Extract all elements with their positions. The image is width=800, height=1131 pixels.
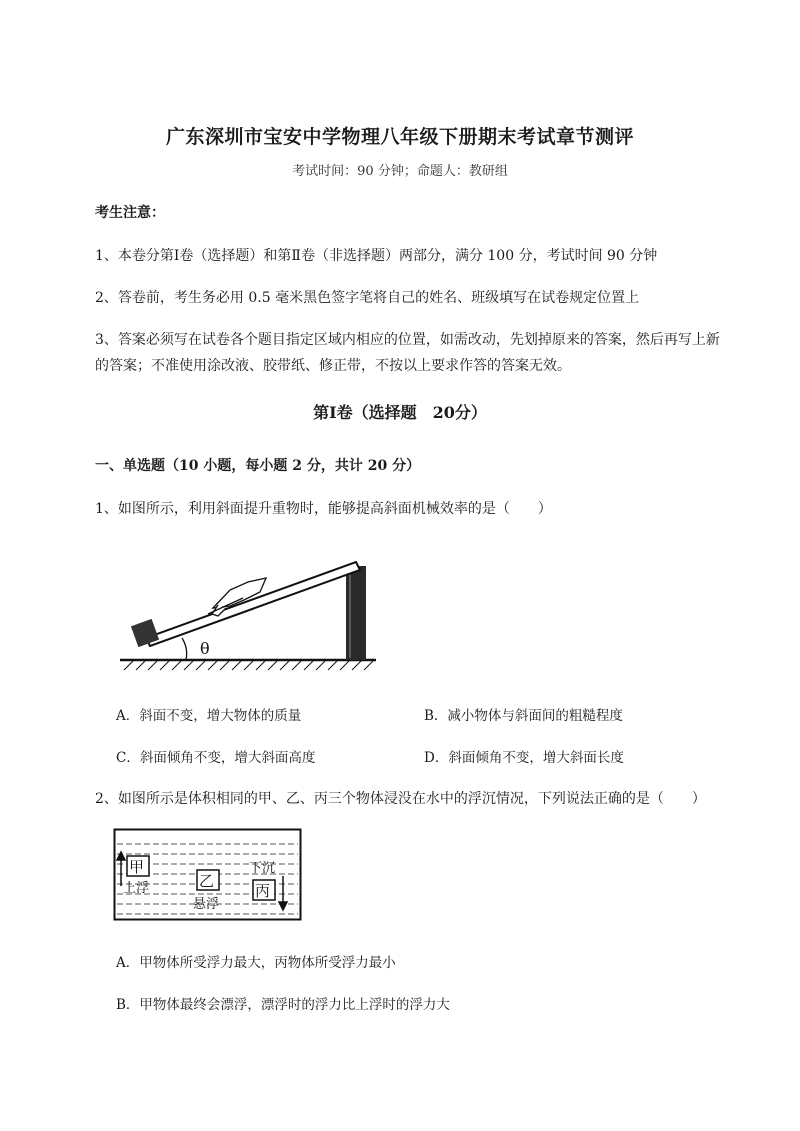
- question-2-stem: 2、如图所示是体积相同的甲、乙、丙三个物体浸没在水中的浮沉情况，下列说法正确的是（ ）: [95, 791, 706, 807]
- section-title: 第Ⅰ卷（选择题 20分）: [313, 403, 487, 422]
- q1-option-c: C．斜面倾角不变，增大斜面高度: [116, 750, 316, 766]
- incline-board: [146, 562, 360, 646]
- angle-arc: [182, 638, 187, 660]
- notice-item-2: 2、答卷前，考生务必用 0.5 毫米黑色签字笔将自己的姓名、班级填写在试卷规定位置上: [95, 290, 640, 306]
- angle-label: θ: [200, 639, 210, 658]
- bing-object: [253, 880, 275, 900]
- xiachen-label: 下沉: [249, 861, 276, 876]
- yi-object: [197, 870, 219, 890]
- notice-item-3: 3、答案必须写在试卷各个题目指定区域内相应的位置，如需改动，先划掉原来的答案，然后再写上新: [95, 332, 720, 348]
- page-subtitle: 考试时间：90 分钟；命题人：教研组: [292, 164, 508, 179]
- q1-option-b: B．减小物体与斜面间的粗糙程度: [424, 708, 623, 724]
- yi-label: 乙: [199, 872, 215, 890]
- q1-option-a: A．斜面不变，增大物体的质量: [116, 708, 302, 724]
- support-post: [346, 566, 366, 660]
- question-1-stem: 1、如图所示，利用斜面提升重物时，能够提高斜面机械效率的是（ ）: [95, 501, 552, 517]
- ground: [120, 660, 376, 670]
- q1-option-d: D．斜面倾角不变，增大斜面长度: [424, 750, 624, 766]
- jia-label: 甲: [129, 858, 145, 876]
- q2-option-b: B．甲物体最终会漂浮，漂浮时的浮力比上浮时的浮力大: [116, 997, 450, 1013]
- jia-object: [127, 856, 149, 876]
- q2-option-a: A．甲物体所受浮力最大，丙物体所受浮力最小: [116, 955, 396, 971]
- notice-item-3-cont: 的答案；不准使用涂改液、胶带纸、修正带，不按以上要求作答的答案无效。: [95, 358, 571, 374]
- part-title: 一、单选题（10 小题，每小题 2 分，共计 20 分）: [95, 458, 421, 474]
- notice-item-1: 1、本卷分第Ⅰ卷（选择题）和第Ⅱ卷（非选择题）两部分，满分 100 分，考试时间 90 分钟: [95, 248, 658, 264]
- water-tank-figure: [113, 828, 303, 923]
- page-title: 广东深圳市宝安中学物理八年级下册期末考试章节测评: [165, 126, 634, 148]
- bing-label: 丙: [255, 882, 271, 900]
- shangfu-label: 上浮: [123, 881, 150, 896]
- xuanfu-label: 悬浮: [193, 897, 220, 912]
- incline-figure: [118, 550, 378, 675]
- notice-heading: 考生注意：: [95, 205, 165, 221]
